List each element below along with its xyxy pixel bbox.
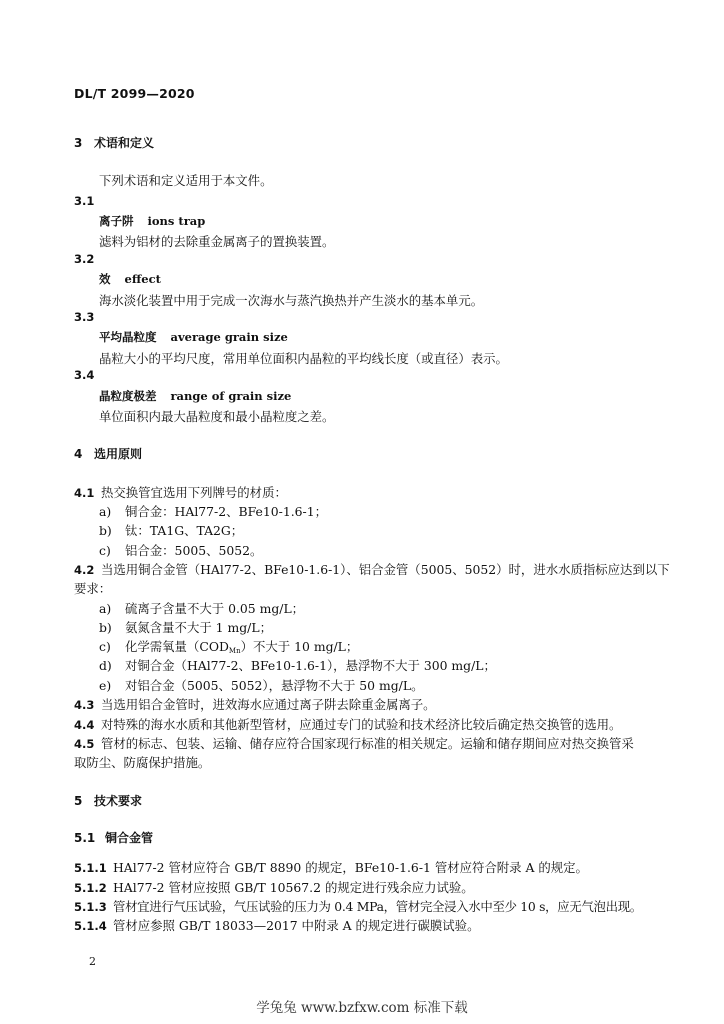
document-id: DL/T 2099—2020: [74, 86, 195, 101]
subsection-5-1-heading: [74, 829, 153, 846]
clause-4-2: [74, 560, 670, 578]
term-zh: 晶粒度极差: [99, 389, 157, 403]
term-definition: 单位面积内最大晶粒度和最小晶粒度之差。: [99, 409, 335, 424]
term-number: 3.1: [74, 194, 95, 208]
section-number: 4: [74, 447, 83, 461]
clause-text: 当选用铜合金管（HAl77-2、BFe10-1.6-1）、铝合金管（5005、5052）时，进水水质指标应达到以下: [101, 562, 670, 577]
clause-4-1: [74, 483, 287, 501]
clause-continuation: 取防尘、防腐保护措施。: [74, 755, 211, 770]
clause-number: 4.4: [74, 718, 95, 732]
clause-number: 5.1.2: [74, 881, 107, 895]
clause-text: 对特殊的海水水质和其他新型管材，应通过专门的试验和技术经济比较后确定热交换管的选用。: [101, 717, 622, 732]
clause-text: 管材宜进行气压试验，气压试验的压力为 0.4 MPa，管材完全浸入水中至少 10 s，应无气泡出现。: [113, 899, 642, 914]
clause-4-4: [74, 715, 621, 733]
clause-number: 5.1.4: [74, 919, 107, 933]
clause-text: 管材应参照 GB/T 18033—2017 中附录 A 的规定进行碳膜试验。: [113, 918, 480, 933]
term-en: ions trap: [147, 214, 206, 228]
subsection-number: 5.1: [74, 831, 96, 845]
clause-number: 4.3: [74, 698, 95, 712]
term-name: [99, 329, 288, 345]
section-title: 术语和定义: [94, 136, 155, 150]
section-4-heading: [74, 445, 142, 462]
subsection-title: 铜合金管: [105, 831, 154, 845]
clause-number: 4.1: [74, 486, 95, 500]
list-item: a) 硫离子含量不大于 0.05 mg/L；: [99, 601, 305, 616]
clause-5-1-3: [74, 897, 642, 915]
list-item: d) 对铜合金（HAl77-2、BFe10-1.6-1），悬浮物不大于 300 mg/L；: [99, 658, 496, 673]
list-item: a) 铜合金：HAl77-2、BFe10-1.6-1；: [99, 504, 327, 519]
list-item: c) 化学需氧量$(COD_{Mn})$不大于 10 mg/L；: [99, 639, 359, 655]
term-name: [99, 271, 161, 287]
term-zh: 离子阱: [99, 214, 134, 228]
section-3-intro: 下列术语和定义适用于本文件。: [99, 173, 273, 188]
page-number: 2: [89, 955, 96, 968]
section-number: 3: [74, 136, 83, 150]
clause-number: 5.1.3: [74, 900, 107, 914]
clause-text: 管材的标志、包装、运输、储存应符合国家现行标准的相关规定。运输和储存期间应对热交换管采: [101, 736, 634, 751]
list-item: c) 铝合金：5005、5052。: [99, 543, 263, 558]
term-en: range of grain size: [170, 389, 292, 403]
term-zh: 平均晶粒度: [99, 330, 157, 344]
clause-continuation: 要求：: [74, 581, 112, 596]
section-number: 5: [74, 794, 83, 808]
clause-number: 5.1.1: [74, 861, 107, 875]
term-number: 3.4: [74, 368, 95, 382]
list-item: b) 氨氮含量不大于 1 mg/L；: [99, 620, 272, 635]
term-zh: 效: [99, 272, 111, 286]
clause-4-5: [74, 734, 634, 752]
clause-text: HAl77-2 管材应按照 GB/T 10567.2 的规定进行残余应力试验。: [113, 880, 474, 895]
clause-text: 热交换管宜选用下列牌号的材质：: [101, 485, 287, 500]
section-5-heading: [74, 792, 142, 809]
clause-5-1-2: [74, 878, 474, 896]
term-definition: 晶粒大小的平均尺度，常用单位面积内晶粒的平均线长度（或直径）表示。: [99, 351, 508, 366]
section-3-heading: [74, 134, 154, 151]
section-title: 选用原则: [94, 447, 143, 461]
term-definition: 海水淡化装置中用于完成一次海水与蒸汽换热并产生淡水的基本单元。: [99, 293, 484, 308]
clause-4-3: [74, 695, 436, 713]
term-en: effect: [124, 272, 161, 286]
term-en: average grain size: [170, 330, 288, 344]
watermark: 学兔兔 www.bzfxw.com 标准下载: [256, 1000, 468, 1016]
term-name: [99, 213, 205, 229]
clause-5-1-1: [74, 858, 588, 876]
section-title: 技术要求: [94, 794, 143, 808]
clause-text: HAl77-2 管材应符合 GB/T 8890 的规定，BFe10-1.6-1 管材应符合附录 A 的规定。: [113, 860, 588, 875]
list-item: b) 钛：TA1G、TA2G；: [99, 523, 244, 538]
clause-number: 4.5: [74, 737, 95, 751]
term-number: 3.3: [74, 310, 95, 324]
list-item: e) 对铝合金（5005、5052），悬浮物不大于 50 mg/L。: [99, 678, 424, 693]
clause-number: 4.2: [74, 563, 95, 577]
clause-5-1-4: [74, 916, 479, 934]
term-definition: 滤料为铝材的去除重金属离子的置换装置。: [99, 234, 335, 249]
clause-text: 当选用铝合金管时，进效海水应通过离子阱去除重金属离子。: [101, 697, 436, 712]
term-name: [99, 388, 291, 404]
term-number: 3.2: [74, 252, 95, 266]
